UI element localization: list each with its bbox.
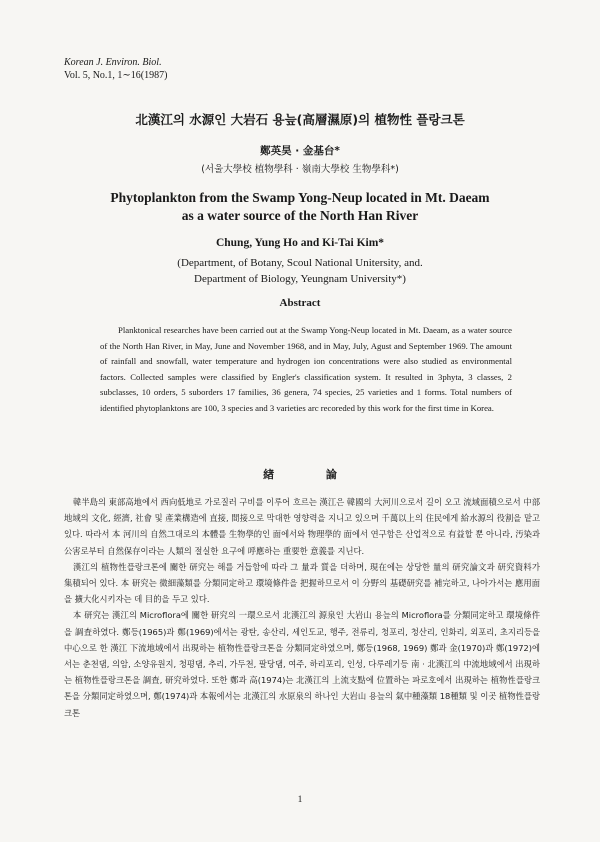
english-title-line-2: as a water source of the North Han River bbox=[181, 208, 419, 223]
journal-name: Korean J. Environ. Biol. bbox=[64, 57, 162, 68]
body-paragraph: 本 研究는 漢江의 Microflora에 關한 研究의 一環으로서 北漢江의 源泉인 大岩山 용늪의 Microflora를 分類同定하고 環境條件을 調査하였다. 鄭등(1965)과 鄭(1969)에서는 광탄, 송산리, 세인도교, 행주, 전류리, 청포리, 청산리, 인화리, 외포리, 초지리등을 中心으로 한 漢江 下流地域에서 出現하는 植物性플랑크톤을 分類同定하였으며, 鄭등(1968, 1969) 鄭과 金(1970)과 鄭(1972)에서는 춘천댐, 의암, 소양유원지, 청평댐, 추리, 가두천, 팔당댐, 여주, 하리포리, 인성, 다루레기등 南 · 北漢江의 中流地域에서 出現하는 植物性플랑크톤을 調査, 研究하였다. 또한 鄭과 高(1974)는 北漢江의 上流支點에 位置하는 파로호에서 出現하는 植物性플랑크톤을 分類同定하였으며, 鄭(1974)과 本報에서는 北漢江의 水原泉의 하나인 大岩山 용늪의 氣中種藻類 18種類 및 이곳 植物性플랑크톤 bbox=[64, 610, 540, 718]
english-affiliation bbox=[0, 255, 600, 287]
english-affiliation-line-1: (Department, of Botany, Scoul National Unitersity, and. bbox=[177, 257, 423, 269]
english-title bbox=[0, 189, 600, 225]
page-number: 1 bbox=[297, 795, 303, 805]
journal-header bbox=[64, 56, 167, 82]
korean-title: 北漢江의 水源인 大岩石 용늪(高層濕原)의 植物性 플랑크톤 bbox=[135, 112, 465, 127]
abstract-text: Planktonical researches have been carried out at the Swamp Yong-Neup located in Mt. Daeam, as a water source of the North Han River, in May, June and November 1968, and in May, July, Agust and September 1969. The amount of rainfall and snowfall, water temperature and hydrogen ion concentrations were also studied as environmental factors. Collected samples were classified by Engler's classification system. It resulted in 3phyta, 3 classes, 2 subclasses, 10 orders, 5 suborders 17 families, 36 genera, 74 species, 25 varieties and 1 forms. Total numbers of identified phytoplanktons are 100, 3 species and 3 varieties arc recoreded by this work for the first time in Korea. bbox=[100, 325, 512, 413]
english-affiliation-line-2: Department of Biology, Yeungnam University*) bbox=[194, 273, 406, 285]
body-paragraph: 漢江의 植物性플랑크톤에 關한 研究는 해를 거듭함에 따라 그 量과 質을 더하며, 現在에는 상당한 量의 研究論文과 研究資料가 集積되어 있다. 本 研究는 微細藻類를 分類同定하고 環境條件을 把握하므로서 이 分野의 基礎研究를 補完하고, 나아가서는 應用面을 擴大化시키자는 데 目的을 두고 있다. bbox=[64, 561, 540, 605]
korean-affiliation: (서울大學校 植物學科 · 嶺南大學校 生物學科*) bbox=[201, 164, 399, 175]
introduction-body bbox=[64, 494, 540, 721]
volume-info: Vol. 5, No.1, 1∼16(1987) bbox=[64, 70, 168, 81]
korean-authors: 鄭英昊 · 金基台* bbox=[260, 145, 340, 157]
introduction-heading: 緖 論 bbox=[263, 468, 361, 481]
body-paragraph: 韓半島의 東部高地에서 西向低地로 가로질러 구비를 이루어 흐르는 漢江은 韓國의 大河川으로서 길이 오고 流域面積으로서 中部地域의 文化, 經濟, 社會 및 產業構造에 直接, 間接으로 막대한 영향력을 지니고 있으며 千萬以上의 住民에게 給水源의 役割을 맡고 있다. 따라서 本 河川의 自然그대로의 本體를 生物學的인 面에서와 物理學的 面에서 연구함은 산업적으로 有益할 뿐 아니라, 汚染과 公害로부터 自然保存이라는 人類의 절실한 요구에 呼應하는 重要한 意義를 지닌다. bbox=[64, 497, 540, 556]
english-title-line-1: Phytoplankton from the Swamp Yong-Neup located in Mt. Daeam bbox=[110, 190, 490, 205]
english-authors: Chung, Yung Ho and Ki-Tai Kim* bbox=[215, 237, 385, 249]
abstract-heading: Abstract bbox=[279, 297, 321, 309]
